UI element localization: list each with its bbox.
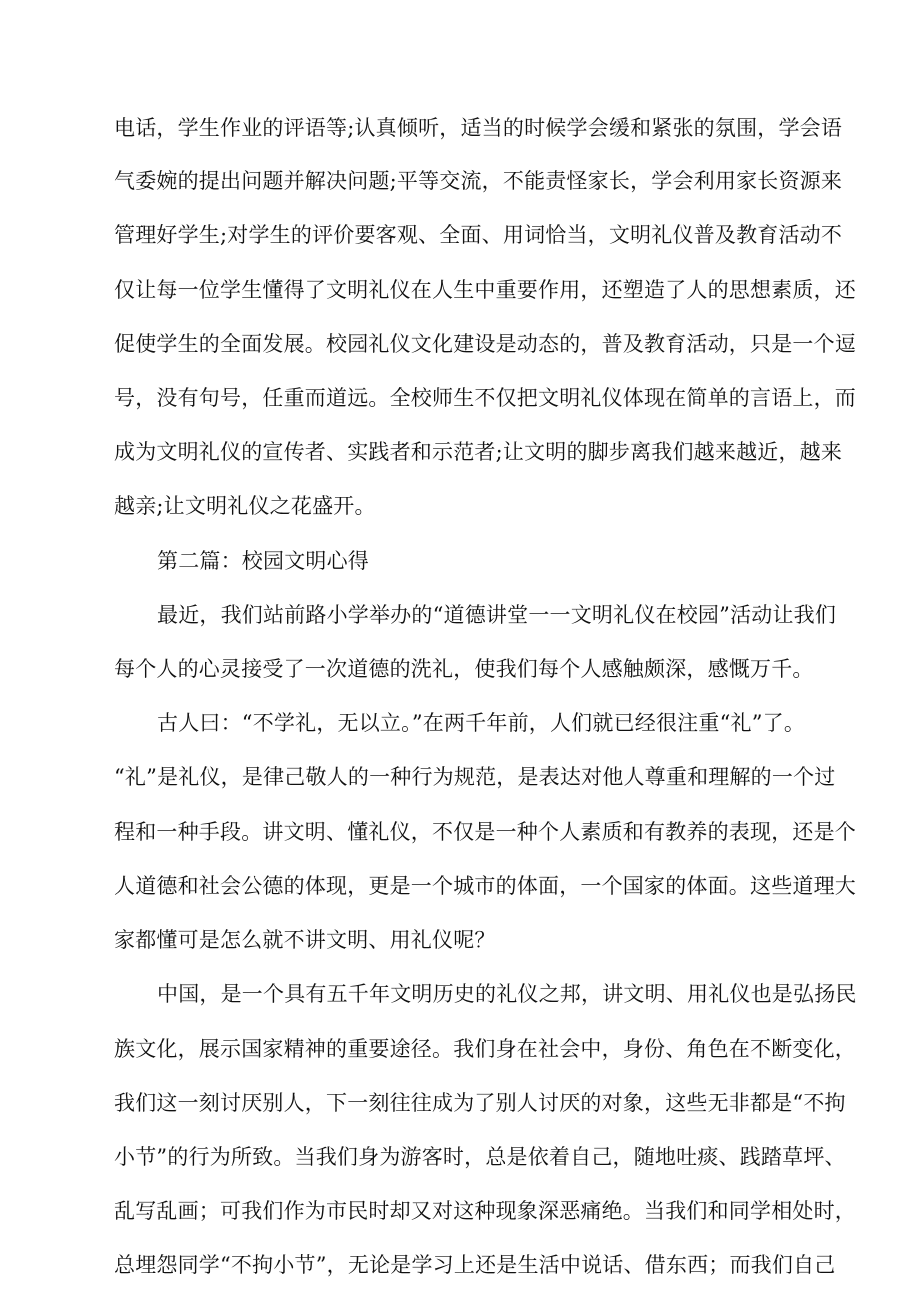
text-line: 程和一种手段。讲文明、懂礼仪，不仅是一种个人素质和有教养的表现，还是个 <box>114 820 856 844</box>
text-line: 家都懂可是怎么就不讲文明、用礼仪呢？ <box>114 928 496 952</box>
text-line: 电话，学生作业的评语等;认真倾听，适当的时候学会缓和紧张的氛围，学会语 <box>114 116 843 140</box>
text-line: 最近，我们站前路小学举办的“道德讲堂一一文明礼仪在校园”活动让我们 <box>157 603 837 627</box>
text-line: 每个人的心灵接受了一次道德的洗礼，使我们每个人感触颇深，感慨万千。 <box>114 657 814 681</box>
section-heading: 第二篇：校园文明心得 <box>157 549 369 573</box>
text-line: 成为文明礼仪的宣传者、实践者和示范者;让文明的脚步离我们越来越近，越来 <box>114 440 843 464</box>
text-line: 促使学生的全面发展。校园礼仪文化建设是动态的，普及教育活动，只是一个逗 <box>114 332 856 356</box>
text-line: 族文化，展示国家精神的重要途径。我们身在社会中，身份、角色在不断变化， <box>114 1037 856 1061</box>
text-line: 中国，是一个具有五千年文明历史的礼仪之邦，讲文明、用礼仪也是弘扬民 <box>157 982 857 1006</box>
text-line: 人道德和社会公德的体现，更是一个城市的体面，一个国家的体面。这些道理大 <box>114 874 856 898</box>
text-line: 管理好学生;对学生的评价要客观、全面、用词恰当，文明礼仪普及教育活动不 <box>114 223 843 247</box>
text-line: 我们这一刻讨厌别人，下一刻往往成为了别人讨厌的对象，这些无非都是“不拘 <box>114 1091 846 1115</box>
text-line: 气委婉的提出问题并解决问题;平等交流，不能责怪家长，学会利用家长资源来 <box>114 169 843 193</box>
text-line: 小节”的行为所致。当我们身为游客时，总是依着自己，随地吐痰、践踏草坪、 <box>114 1145 846 1169</box>
text-line: 总埋怨同学“不拘小节”，无论是学习上还是生活中说话、借东西；而我们自己 <box>114 1253 836 1277</box>
text-line: “礼”是礼仪，是律己敬人的一种行为规范，是表达对他人尊重和理解的一个过 <box>114 765 836 789</box>
text-line: 越亲;让文明礼仪之花盛开。 <box>114 494 376 518</box>
text-line: 号，没有句号，任重而道远。全校师生不仅把文明礼仪体现在简单的言语上，而 <box>114 386 856 410</box>
text-line: 仅让每一位学生懂得了文明礼仪在人生中重要作用，还塑造了人的思想素质，还 <box>114 278 856 302</box>
text-line: 乱写乱画；可我们作为市民时却又对这种现象深恶痛绝。当我们和同学相处时， <box>114 1199 856 1223</box>
text-line: 古人曰：“不学礼，无以立。”在两千年前，人们就已经很注重“礼”了。 <box>157 711 806 735</box>
